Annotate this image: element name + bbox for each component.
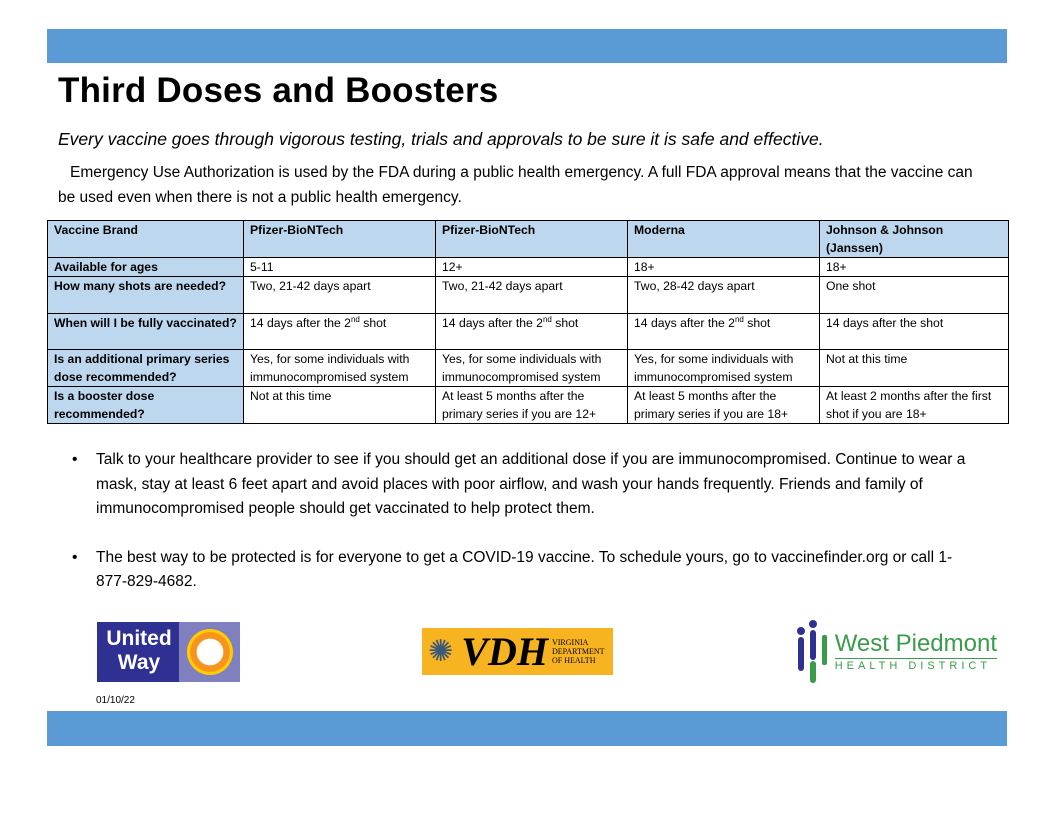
table-cell: At least 2 months after the first shot if you are 18+ (820, 387, 1009, 424)
column-header: Pfizer-BioNTech (436, 221, 628, 258)
table-header-row (48, 221, 1009, 258)
west-piedmont-logo: West Piedmont HEALTH DISTRICT (795, 619, 997, 685)
table-cell: Yes, for some individuals with immunocompromised system (628, 350, 820, 387)
row-label: Is an additional primary series dose recommended? (48, 350, 244, 387)
table-cell: 14 days after the 2nd shot (244, 314, 436, 350)
row-label: How many shots are needed? (48, 277, 244, 314)
people-icon (795, 619, 831, 685)
table-cell: Two, 21-42 days apart (244, 277, 436, 314)
table-row (48, 277, 1009, 314)
bullet-list (72, 448, 982, 595)
united-way-logo: United Way (97, 622, 240, 682)
table-cell: 14 days after the shot (820, 314, 1009, 350)
united-way-emblem-icon (187, 629, 233, 675)
table-row (48, 258, 1009, 277)
table-cell: Yes, for some individuals with immunocompromised system (244, 350, 436, 387)
row-label: Available for ages (48, 258, 244, 277)
vdh-logo: ✺ VDH VIRGINIA DEPARTMENT OF HEALTH (422, 628, 612, 675)
table-cell: 5-11 (244, 258, 436, 277)
table-row (48, 314, 1009, 350)
table-row (48, 350, 1009, 387)
column-header: Moderna (628, 221, 820, 258)
column-header: Pfizer-BioNTech (244, 221, 436, 258)
logo-row (97, 619, 997, 685)
top-band (47, 29, 1007, 63)
table-cell: Not at this time (244, 387, 436, 424)
tagline: Every vaccine goes through vigorous testing, trials and approvals to be sure it is safe and effective. (58, 129, 824, 149)
vaccine-table (47, 220, 1009, 424)
column-header: Johnson & Johnson (Janssen) (820, 221, 1009, 258)
table-cell: 14 days after the 2nd shot (628, 314, 820, 350)
bottom-band (47, 711, 1007, 746)
date: 01/10/22 (96, 694, 135, 706)
row-label: Is a booster dose recommended? (48, 387, 244, 424)
table-cell: 18+ (628, 258, 820, 277)
page-title: Third Doses and Boosters (58, 71, 499, 110)
table-cell: Yes, for some individuals with immunocompromised system (436, 350, 628, 387)
table-cell: Not at this time (820, 350, 1009, 387)
bullet-icon: • (72, 548, 78, 566)
table-row (48, 387, 1009, 424)
bullet-item: • Talk to your healthcare provider to see if you should get an additional dose if you are immunocompromised. Continue to wear a mask, stay at least 6 feet apart and avoid places with poor airflow, and wash your hands frequently. Friends and family of immunocompromised people should get vaccinated to help protect them. (72, 448, 982, 522)
virus-icon: ✺ (428, 635, 454, 668)
table-cell: 12+ (436, 258, 628, 277)
table-cell: 14 days after the 2nd shot (436, 314, 628, 350)
intro-paragraph: Emergency Use Authorization is used by the FDA during a public health emergency. A full FDA approval means that the vaccine can be used even when there is not a public health emergency. (58, 164, 973, 206)
row-label: When will I be fully vaccinated? (48, 314, 244, 350)
table-cell: At least 5 months after the primary series if you are 18+ (628, 387, 820, 424)
bullet-icon: • (72, 451, 78, 468)
table-cell: 18+ (820, 258, 1009, 277)
bullet-item: • The best way to be protected is for everyone to get a COVID-19 vaccine. To schedule yours, go to vaccinefinder.org or call 1-877-829-4682. (72, 546, 982, 595)
table-cell: At least 5 months after the primary series if you are 12+ (436, 387, 628, 424)
table-cell: One shot (820, 277, 1009, 314)
table-cell: Two, 28-42 days apart (628, 277, 820, 314)
table-cell: Two, 21-42 days apart (436, 277, 628, 314)
column-header: Vaccine Brand (48, 221, 244, 258)
